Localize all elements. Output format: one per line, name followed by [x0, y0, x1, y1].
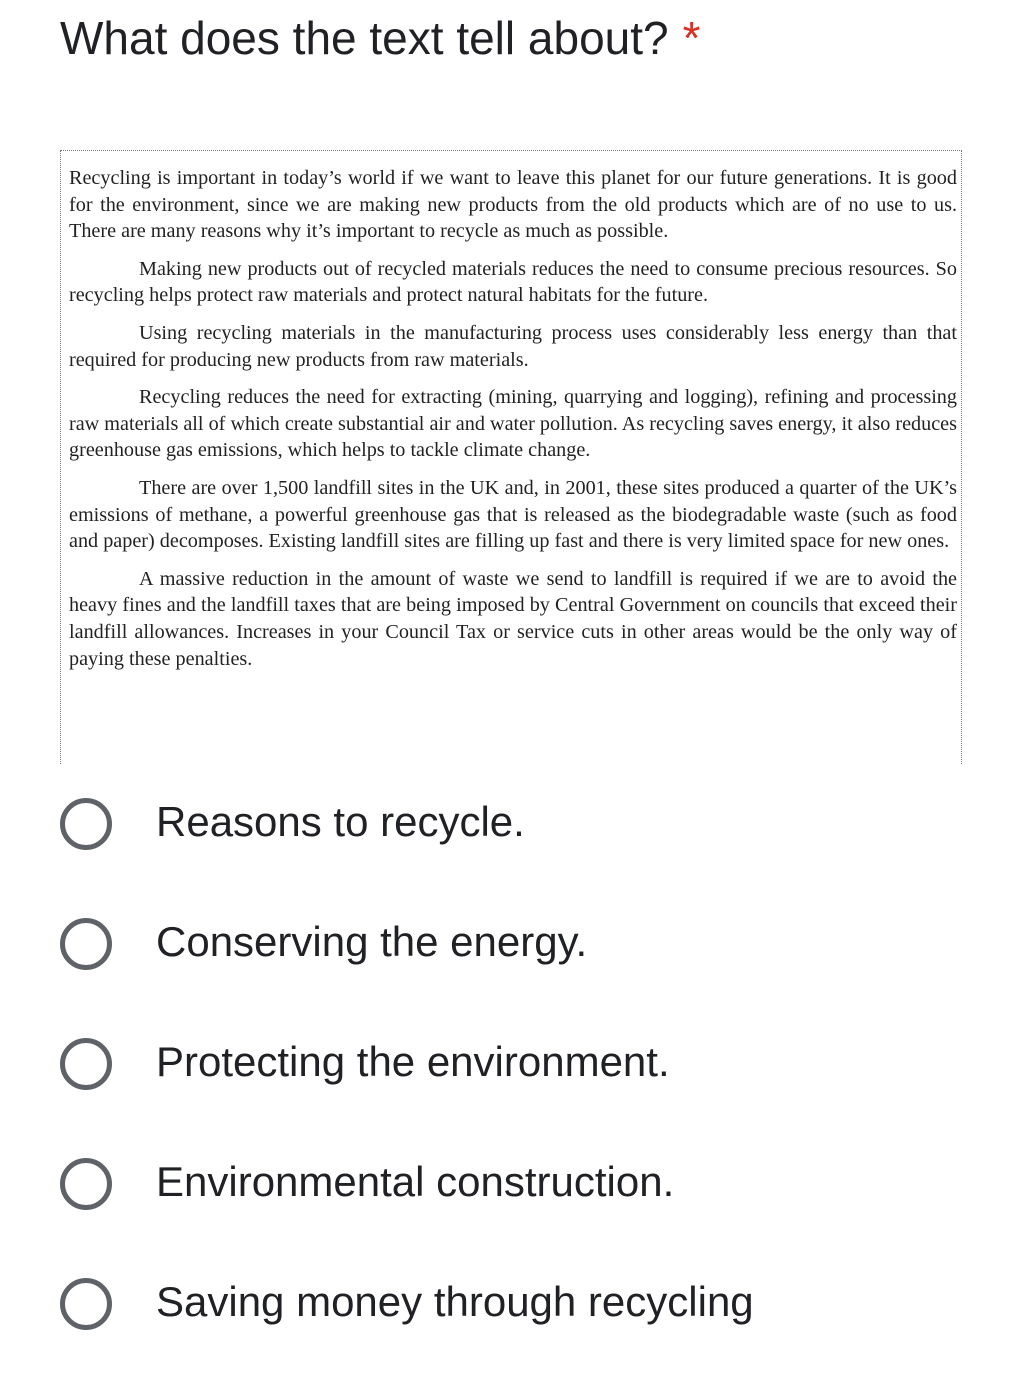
- radio-button-icon[interactable]: [60, 1038, 112, 1090]
- option-label[interactable]: Conserving the energy.: [156, 918, 588, 965]
- radio-button-icon[interactable]: [60, 1158, 112, 1210]
- option-protecting-environment[interactable]: [60, 1018, 960, 1118]
- radio-button-icon[interactable]: [60, 1278, 112, 1330]
- option-label[interactable]: Environmental construction.: [156, 1158, 675, 1205]
- option-conserving-energy[interactable]: [60, 898, 960, 998]
- question-title: [60, 8, 701, 68]
- passage-paragraph-3: Using recycling materials in the manufacturing process uses considerably less energy than that required for producing new products from raw materials.: [69, 321, 957, 371]
- option-label[interactable]: Reasons to recycle.: [156, 798, 525, 845]
- option-label[interactable]: Saving money through recycling: [156, 1278, 754, 1325]
- radio-button-icon[interactable]: [60, 918, 112, 970]
- passage-paragraph-1: Recycling is important in today’s world if we want to leave this planet for our future generations. It is good for the environment, since we are making new products from the old products which are of no use to us. There are many reasons why it’s important to recycle as much as possible.: [69, 167, 957, 243]
- passage-paragraph-5: There are over 1,500 landfill sites in the UK and, in 2001, these sites produced a quarter of the UK’s emissions of methane, a powerful greenhouse gas that is released as the biodegradable waste (such as food and paper) decomposes. Existing landfill sites are filling up fast and there is very limited space for new ones.: [69, 476, 957, 553]
- option-environmental-construction[interactable]: [60, 1138, 960, 1238]
- option-reasons-to-recycle[interactable]: [60, 778, 960, 878]
- passage-paragraph-6: A massive reduction in the amount of waste we send to landfill is required if we are to avoid the heavy fines and the landfill taxes that are being imposed by Central Government on councils that exceed their landfill allowances. Increases in your Council Tax or service cuts in other areas would be the only way of paying these penalties.: [69, 567, 957, 670]
- question-text: What does the text tell about?: [60, 12, 669, 64]
- passage-image: [60, 150, 962, 764]
- option-label[interactable]: Protecting the environment.: [156, 1038, 670, 1085]
- option-saving-money[interactable]: [60, 1258, 960, 1358]
- required-asterisk: *: [682, 12, 701, 64]
- radio-button-icon[interactable]: [60, 798, 112, 850]
- passage-paragraph-2: Making new products out of recycled materials reduces the need to consume precious resources. So recycling helps protect raw materials and protect natural habitats for the future.: [69, 257, 957, 307]
- passage-paragraph-4: Recycling reduces the need for extracting (mining, quarrying and logging), refining and processing raw materials all of which create substantial air and water pollution. As recycling saves energy, it also reduces greenhouse gas emissions, which helps to tackle climate change.: [69, 386, 957, 462]
